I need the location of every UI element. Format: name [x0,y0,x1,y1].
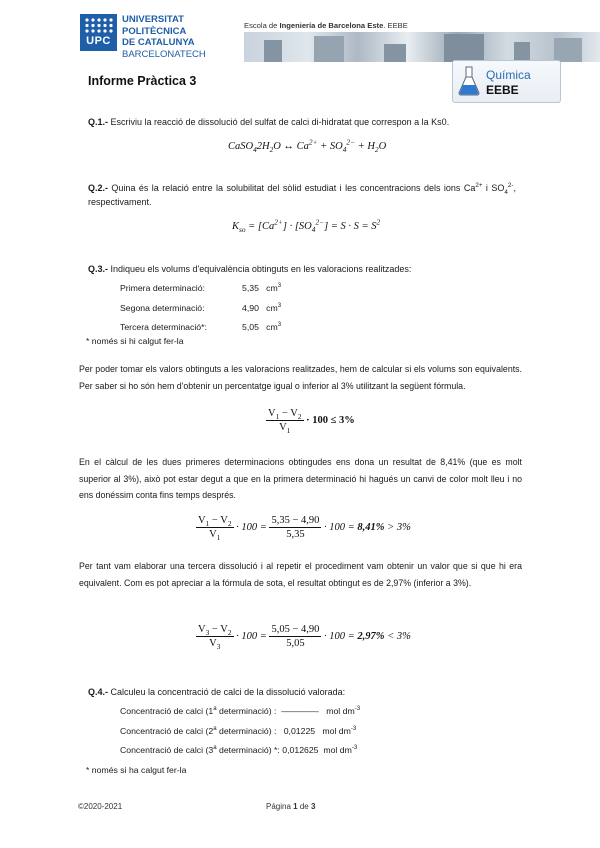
university-name [122,14,242,60]
question-2 [88,181,516,209]
q2-label: Q.2.- [88,183,109,193]
header-photo-strip [244,32,600,62]
report-title: Informe Pràctica 3 [88,74,197,88]
calc2-fraction [269,624,321,649]
q2-text-b: i SO [482,183,505,193]
dissolution-equation: $CaSO_42H_2O$ ↔ $Ca^{2+} + SO_4^{2-} + H_2O$ [228,137,387,155]
calc1-den: 5,35 [286,529,305,540]
calc1-num: 5,35 − 4,90 [271,515,320,526]
volume-unit: cm [266,303,278,313]
q1-text: Escriviu la reacció de dissolució del sulfat de calci di-hidratat que correspon a la Ks0. [108,117,450,127]
q3-row-1-value [242,283,281,293]
concentration-value: ————- [281,706,319,716]
concentration-value: 0,01225 [283,726,316,736]
q3-text: Indiqueu els volums d'equivalència obtinguts en les valoracions realitzades: [108,264,412,274]
calculation-2: $\frac{V_3 - V_2}{V_3}$ · 100 = $\frac{5,05 - 4,90}{5,05}$ · 100 = 2,97% < 3% [198,624,411,652]
flask-icon [458,66,480,96]
q3-row-label: Primera determinació: [120,283,205,293]
q4-text: Calculeu la concentració de calci de la dissolució valorada: [108,687,346,697]
solubility-equation: $K_{so} = [Ca^{2+}] \cdot [SO_4^{2-}] = S \cdot S = S^2$ [232,217,381,235]
badge-line-1: Química [486,68,531,82]
calc2-den: 5,05 [286,638,305,649]
uni-line-3: BARCELONATECH [122,48,206,60]
school-prefix: Escola de [244,21,280,30]
school-suffix: . EEBE [383,21,408,30]
volume-unit-exp: 3 [277,321,282,329]
formula-tail: · 100 ≤ 3% [303,414,355,426]
q2-text-a: Quina és la relació entre la solubilitat del sòlid estudiat i les concentracions dels ions Ca [108,183,476,193]
q2-ca-charge: 2+ [475,182,483,189]
question-1 [88,115,528,129]
q3-note: * només si hi calgut fer-la [86,336,184,346]
q3-row-label: Tercera determinació*: [120,322,207,332]
question-4 [88,685,528,699]
q3-row-3-value [242,322,281,332]
q3-row-1 [120,283,205,293]
q4-row-1: Concentració de calci (1$^a$ determinació) : ————- mol $dm^{-3}$ [120,705,361,716]
volume-value: 5,35 [242,283,259,293]
upc-logo [80,14,117,51]
concentration-value: 0,012625 [282,745,319,755]
volume-unit: cm [266,322,278,332]
q3-row-2-value [242,303,281,313]
page-header [0,0,600,62]
formula-fraction: $\frac{V_1 - V_2}{V_1}$ [268,408,302,436]
question-3 [88,262,528,276]
quimica-eebe-badge [452,60,561,103]
calc1-fraction [269,515,321,540]
q2-so-charge: 2- [507,182,514,189]
volume-unit-exp: 3 [277,302,282,310]
school-name [244,21,408,30]
calc1-result: 8,41% [357,521,385,533]
q4-note: * només si ha calgut fer-la [86,765,187,775]
paragraph-1: Per poder tomar els valors obtinguts a les valoracions realitzades, hem de calcular si els volums son equivalents. Per saber si ho són hem d'obtenir un percentatge igual o inferior al 3% utilitzant la següent fórmula. [79,364,522,391]
calc2-result: 2,97% [357,630,385,642]
uni-line-1: UNIVERSITAT POLITÈCNICA [122,14,187,37]
volume-unit-exp: 3 [277,282,282,290]
footer-page-number: Página 1 de 3 [266,802,316,811]
q4-row-3: Concentració de calci (3$^a$ determinació) *: 0,012625 mol $dm^{-3}$ [120,744,358,755]
upc-dot-pattern-icon [84,17,113,34]
q3-row-3 [120,322,207,332]
school-bold: Ingeniería de Barcelona Este [279,21,384,30]
calc2-tail: < 3% [384,630,411,642]
calc2-num: 5,05 − 4,90 [271,624,320,635]
q2-so-sub: 4 [504,188,508,196]
upc-logo-text: UPC [86,35,111,47]
q2-text-c: , respectivament. [88,183,516,207]
q3-row-2 [120,303,205,313]
footer-copyright: ©2020-2021 [78,802,123,811]
q1-label: Q.1.- [88,117,109,127]
q3-label: Q.3.- [88,264,109,274]
volume-value: 4,90 [242,303,259,313]
volume-value: 5,05 [242,322,259,332]
q4-label: Q.4.- [88,687,109,697]
q3-row-label: Segona determinació: [120,303,205,313]
uni-line-2: DE CATALUNYA [122,37,195,48]
badge-line-2: EEBE [486,83,519,97]
q4-row-2: Concentració de calci (2$^a$ determinació) : 0,01225 mol $dm^{-3}$ [120,725,357,736]
equivalence-formula [266,408,355,436]
paragraph-3: Per tant vam elaborar una tercera dissolució i al repetir el procediment vam obtenir un valor que si que hi era equivalent. Com es pot apreciar a la fórmula de sota, el resultat obtingut es de 2,97% (inferior a 3%). [79,561,522,588]
paragraph-2: En el càlcul de les dues primeres determinacions obtingudes ens dona un resultat de 8,41% (que es molt superior al 3%), això pot estar degut a que en la primera determinació hi hagués un canvi de color molt lleu i no ens donéssim conta fins temps després. [79,457,522,500]
calculation-1: $\frac{V_1 - V_2}{V_1}$ · 100 = $\frac{5,35 - 4,90}{5,35}$ · 100 = 8,41% > 3% [198,515,411,543]
calc1-tail: > 3% [384,521,411,533]
volume-unit: cm [266,283,278,293]
